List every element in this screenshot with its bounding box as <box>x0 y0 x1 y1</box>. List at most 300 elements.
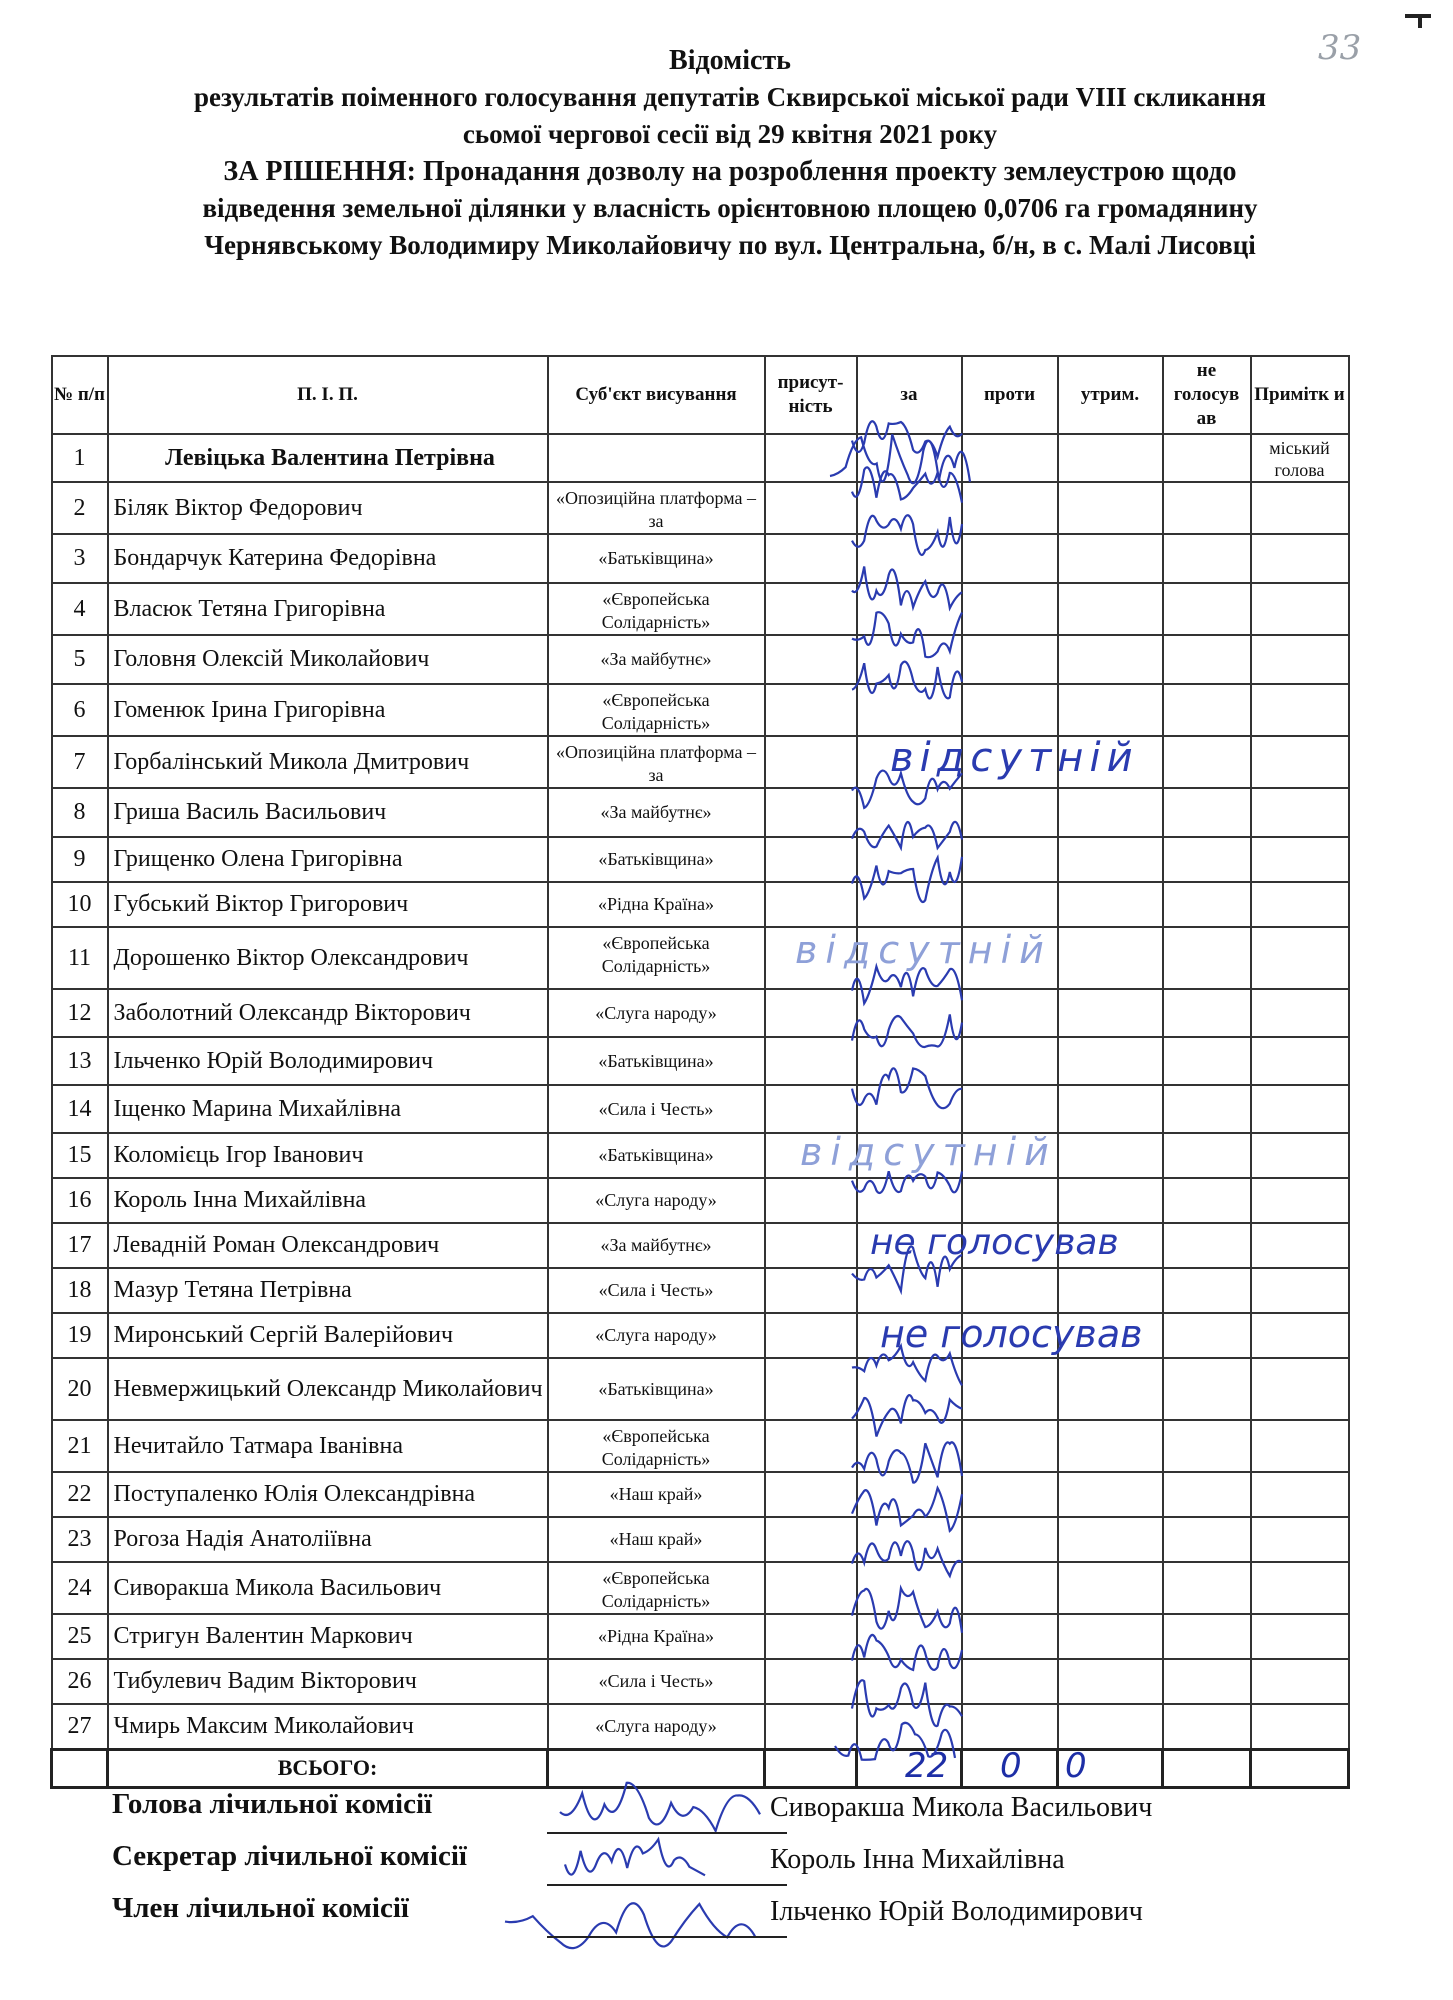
vote-against-cell <box>962 882 1058 927</box>
not-voted-cell <box>1163 684 1251 736</box>
vote-for-cell <box>857 1178 962 1223</box>
commission-secretary-label: Секретар лічильної комісії <box>112 1840 467 1872</box>
present-cell <box>765 1704 857 1749</box>
table-row <box>52 882 1349 927</box>
table-row <box>52 1704 1349 1749</box>
vote-abstain-cell <box>1058 635 1163 684</box>
table-row <box>52 788 1349 837</box>
note-cell <box>1251 684 1349 736</box>
deputy-name: Головня Олексій Миколайович <box>108 635 548 684</box>
handwritten-not-voted-row-17: не голосував <box>870 1222 1119 1263</box>
handwritten-not-voted-row-19: не голосував <box>880 1312 1143 1356</box>
deputy-name: Бондарчук Катерина Федорівна <box>108 534 548 583</box>
note-cell <box>1251 882 1349 927</box>
row-number: 5 <box>52 635 108 684</box>
table-row <box>52 1085 1349 1133</box>
present-cell <box>765 434 857 482</box>
vote-abstain-cell <box>1058 1472 1163 1517</box>
commission-secretary-row <box>112 1840 467 1888</box>
vote-abstain-cell <box>1058 482 1163 534</box>
vote-abstain-cell <box>1058 1562 1163 1614</box>
deputy-name: Поступаленко Юлія Олександрівна <box>108 1472 548 1517</box>
nominating-party: «Європейська Солідарність» <box>548 583 765 635</box>
row-number: 25 <box>52 1614 108 1659</box>
vote-abstain-cell <box>1058 1659 1163 1704</box>
note-cell: міський голова <box>1251 434 1349 482</box>
not-voted-cell <box>1163 882 1251 927</box>
note-cell <box>1251 1517 1349 1562</box>
vote-abstain-cell <box>1058 882 1163 927</box>
header-line-4: ЗА РІШЕННЯ: Пронадання дозволу на розроблення проекту землеустрою щодо <box>223 156 1237 187</box>
total-abstain-value: 0 <box>1065 1746 1087 1786</box>
vote-against-cell <box>962 1358 1058 1420</box>
not-voted-cell <box>1163 583 1251 635</box>
deputy-name: Дорошенко Віктор Олександрович <box>108 927 548 989</box>
table-row <box>52 534 1349 583</box>
member-signature-line <box>547 1936 787 1938</box>
vote-abstain-cell <box>1058 1614 1163 1659</box>
present-cell <box>765 1268 857 1313</box>
row-number: 18 <box>52 1268 108 1313</box>
note-cell <box>1251 1268 1349 1313</box>
commission-chair-label: Голова лічильної комісії <box>112 1788 433 1820</box>
nominating-party: «Опозиційна платформа – за <box>548 736 765 788</box>
table-row <box>52 1614 1349 1659</box>
note-cell <box>1251 788 1349 837</box>
table-row <box>52 1223 1349 1268</box>
deputy-name: Горбалінський Микола Дмитрович <box>108 736 548 788</box>
nominating-party: «Батьківщина» <box>548 1037 765 1085</box>
row-number: 2 <box>52 482 108 534</box>
nominating-party: «Наш край» <box>548 1517 765 1562</box>
not-voted-cell <box>1163 1178 1251 1223</box>
vote-for-cell <box>857 837 962 882</box>
row-number: 23 <box>52 1517 108 1562</box>
not-voted-cell <box>1163 788 1251 837</box>
secretary-signature <box>565 1839 705 1875</box>
corner-mark-stem <box>1418 14 1422 28</box>
vote-abstain-cell <box>1058 583 1163 635</box>
note-cell <box>1251 635 1349 684</box>
present-cell <box>765 1223 857 1268</box>
vote-abstain-cell <box>1058 788 1163 837</box>
header-note: Примітк и <box>1251 356 1349 434</box>
deputy-name: Гоменюк Ірина Григорівна <box>108 684 548 736</box>
note-cell <box>1251 837 1349 882</box>
deputy-name: Невмержицький Олександр Миколайович <box>108 1358 548 1420</box>
table-row <box>52 1133 1349 1178</box>
not-voted-cell <box>1163 1517 1251 1562</box>
not-voted-cell <box>1163 534 1251 583</box>
present-cell <box>765 1472 857 1517</box>
nominating-party: «Слуга народу» <box>548 1704 765 1749</box>
row-number: 9 <box>52 837 108 882</box>
deputy-name: Власюк Тетяна Григорівна <box>108 583 548 635</box>
present-cell <box>765 1313 857 1358</box>
header-line-3: сьомої чергової сесії від 29 квітня 2021 року <box>462 119 998 149</box>
not-voted-cell <box>1163 482 1251 534</box>
nominating-party: «Європейська Солідарність» <box>548 927 765 989</box>
vote-against-cell <box>962 1517 1058 1562</box>
table-row <box>52 1517 1349 1562</box>
table-row <box>52 482 1349 534</box>
vote-for-cell <box>857 1037 962 1085</box>
table-row <box>52 635 1349 684</box>
table-row <box>52 684 1349 736</box>
note-cell <box>1251 1659 1349 1704</box>
deputy-name: Гриша Василь Васильович <box>108 788 548 837</box>
nominating-party: «Сила і Честь» <box>548 1085 765 1133</box>
table-row <box>52 1472 1349 1517</box>
note-cell <box>1251 1037 1349 1085</box>
present-cell <box>765 1037 857 1085</box>
nominating-party: «Опозиційна платформа – за <box>548 482 765 534</box>
handwritten-absent-row-11: відсутній <box>795 928 1052 972</box>
nominating-party: «Слуга народу» <box>548 1178 765 1223</box>
chair-signature-line <box>547 1832 787 1834</box>
table-row <box>52 989 1349 1037</box>
not-voted-cell <box>1163 927 1251 989</box>
deputy-name: Тибулевич Вадим Вікторович <box>108 1659 548 1704</box>
table-row <box>52 1659 1349 1704</box>
header-line-2: результатів поіменного голосування депутатів Сквирської міської ради VIII скликання <box>193 82 1267 112</box>
row-number: 10 <box>52 882 108 927</box>
vote-for-cell <box>857 1659 962 1704</box>
header-name: П. І. П. <box>108 356 548 434</box>
vote-against-cell <box>962 434 1058 482</box>
nominating-party: «Батьківщина» <box>548 1133 765 1178</box>
nominating-party <box>548 434 765 482</box>
not-voted-cell <box>1163 1472 1251 1517</box>
not-voted-cell <box>1163 1037 1251 1085</box>
row-number: 16 <box>52 1178 108 1223</box>
header-num: № п/п <box>52 356 108 434</box>
not-voted-cell <box>1163 1133 1251 1178</box>
vote-for-cell <box>857 1517 962 1562</box>
vote-against-cell <box>962 635 1058 684</box>
table-row <box>52 736 1349 788</box>
vote-for-cell <box>857 1704 962 1749</box>
vote-against-cell <box>962 1704 1058 1749</box>
present-cell <box>765 1420 857 1472</box>
note-cell <box>1251 989 1349 1037</box>
vote-for-cell <box>857 635 962 684</box>
vote-against-cell <box>962 1659 1058 1704</box>
deputy-name: Левадній Роман Олександрович <box>108 1223 548 1268</box>
row-number: 19 <box>52 1313 108 1358</box>
member-signature <box>505 1903 755 1948</box>
header-for: за <box>857 356 962 434</box>
deputy-name: Король Інна Михайлівна <box>108 1178 548 1223</box>
deputy-name: Стригун Валентин Маркович <box>108 1614 548 1659</box>
vote-for-cell <box>857 1562 962 1614</box>
total-cell <box>765 1749 857 1787</box>
present-cell <box>765 684 857 736</box>
vote-for-cell <box>857 434 962 482</box>
table-row <box>52 583 1349 635</box>
note-cell <box>1251 1614 1349 1659</box>
handwritten-absent-row-7: відсутній <box>890 735 1139 781</box>
vote-for-cell <box>857 1614 962 1659</box>
vote-against-cell <box>962 1085 1058 1133</box>
nominating-party: «Батьківщина» <box>548 1358 765 1420</box>
present-cell <box>765 1085 857 1133</box>
not-voted-cell <box>1163 635 1251 684</box>
vote-for-cell <box>857 1085 962 1133</box>
vote-against-cell <box>962 1268 1058 1313</box>
present-cell <box>765 482 857 534</box>
commission-secretary-name: Король Інна Михайлівна <box>770 1844 1065 1875</box>
table-body <box>52 434 1349 1787</box>
table-row <box>52 1037 1349 1085</box>
vote-against-cell <box>962 583 1058 635</box>
present-cell <box>765 788 857 837</box>
note-cell <box>1251 1223 1349 1268</box>
deputy-name: Нечитайло Татмара Іванівна <box>108 1420 548 1472</box>
table-row <box>52 837 1349 882</box>
table-row <box>52 1420 1349 1472</box>
present-cell <box>765 1614 857 1659</box>
row-number: 14 <box>52 1085 108 1133</box>
nominating-party: «Батьківщина» <box>548 837 765 882</box>
table-header-row <box>52 356 1349 434</box>
vote-for-cell <box>857 1358 962 1420</box>
document-title: Відомість <box>669 45 791 76</box>
row-number: 22 <box>52 1472 108 1517</box>
deputy-name: Біляк Віктор Федорович <box>108 482 548 534</box>
row-number: 6 <box>52 684 108 736</box>
row-number: 15 <box>52 1133 108 1178</box>
secretary-signature-line <box>547 1884 787 1886</box>
not-voted-cell <box>1163 989 1251 1037</box>
votes-table <box>50 355 1350 1789</box>
vote-abstain-cell <box>1058 1358 1163 1420</box>
present-cell <box>765 534 857 583</box>
total-row <box>52 1749 1349 1787</box>
note-cell <box>1251 1704 1349 1749</box>
note-cell <box>1251 1358 1349 1420</box>
present-cell <box>765 837 857 882</box>
row-number: 3 <box>52 534 108 583</box>
row-number: 24 <box>52 1562 108 1614</box>
note-cell <box>1251 534 1349 583</box>
table-row <box>52 434 1349 482</box>
vote-for-cell <box>857 583 962 635</box>
nominating-party: «Наш край» <box>548 1472 765 1517</box>
vote-for-cell <box>857 882 962 927</box>
deputy-name: Мазур Тетяна Петрівна <box>108 1268 548 1313</box>
deputy-name: Грищенко Олена Григорівна <box>108 837 548 882</box>
header-line-5: відведення земельної ділянки у власність орієнтовною площею 0,0706 га громадянину <box>202 193 1258 223</box>
not-voted-cell <box>1163 1085 1251 1133</box>
note-cell <box>1251 1133 1349 1178</box>
nominating-party: «Рідна Країна» <box>548 882 765 927</box>
not-voted-cell <box>1163 1562 1251 1614</box>
table-row <box>52 1313 1349 1358</box>
total-cell <box>548 1749 765 1787</box>
vote-for-cell <box>857 482 962 534</box>
note-cell <box>1251 1420 1349 1472</box>
total-empty-cell <box>52 1749 108 1787</box>
nominating-party: «Слуга народу» <box>548 1313 765 1358</box>
deputy-name: Іщенко Марина Михайлівна <box>108 1085 548 1133</box>
vote-against-cell <box>962 1037 1058 1085</box>
note-cell <box>1251 1178 1349 1223</box>
header-party: Суб'єкт висування <box>548 356 765 434</box>
vote-for-cell <box>857 989 962 1037</box>
commission-member-name: Ільченко Юрій Володимирович <box>770 1896 1143 1927</box>
deputy-name: Губський Віктор Григорович <box>108 882 548 927</box>
vote-abstain-cell <box>1058 1704 1163 1749</box>
deputy-name: Левіцька Валентина Петрівна <box>108 434 548 482</box>
header-not-voted: не голосув ав <box>1163 356 1251 434</box>
vote-abstain-cell <box>1058 1133 1163 1178</box>
not-voted-cell <box>1163 1659 1251 1704</box>
vote-abstain-cell <box>1058 534 1163 583</box>
note-cell <box>1251 736 1349 788</box>
page-number: 33 <box>1318 28 1362 68</box>
deputy-name: Заболотний Олександр Вікторович <box>108 989 548 1037</box>
vote-against-cell <box>962 1614 1058 1659</box>
nominating-party: «Сила і Честь» <box>548 1268 765 1313</box>
vote-for-cell <box>857 1472 962 1517</box>
table-row <box>52 1178 1349 1223</box>
deputy-name: Ільченко Юрій Володимирович <box>108 1037 548 1085</box>
nominating-party: «Європейська Солідарність» <box>548 1420 765 1472</box>
not-voted-cell <box>1163 1313 1251 1358</box>
not-voted-cell <box>1163 736 1251 788</box>
vote-abstain-cell <box>1058 684 1163 736</box>
nominating-party: «За майбутнє» <box>548 635 765 684</box>
commission-chair-name: Сиворакша Микола Васильович <box>770 1792 1153 1823</box>
header-present: присут-ність <box>765 356 857 434</box>
present-cell <box>765 1178 857 1223</box>
commission-chair-row <box>112 1788 432 1836</box>
present-cell <box>765 989 857 1037</box>
vote-abstain-cell <box>1058 1420 1163 1472</box>
not-voted-cell <box>1163 1420 1251 1472</box>
header-against: проти <box>962 356 1058 434</box>
vote-abstain-cell <box>1058 989 1163 1037</box>
nominating-party: «Батьківщина» <box>548 534 765 583</box>
table-row <box>52 1562 1349 1614</box>
note-cell <box>1251 583 1349 635</box>
vote-against-cell <box>962 1562 1058 1614</box>
not-voted-cell <box>1163 434 1251 482</box>
vote-against-cell <box>962 1472 1058 1517</box>
nominating-party: «Сила і Честь» <box>548 1659 765 1704</box>
note-cell <box>1251 1472 1349 1517</box>
present-cell <box>765 736 857 788</box>
present-cell <box>765 882 857 927</box>
vote-abstain-cell <box>1058 1517 1163 1562</box>
note-cell <box>1251 1313 1349 1358</box>
vote-abstain-cell <box>1058 837 1163 882</box>
not-voted-cell <box>1163 1614 1251 1659</box>
header-line-6: Чернявському Володимиру Миколайовичу по вул. Центральна, б/н, в с. Малі Лисовці <box>204 230 1256 260</box>
row-number: 17 <box>52 1223 108 1268</box>
row-number: 27 <box>52 1704 108 1749</box>
total-against-value: 0 <box>1000 1746 1022 1786</box>
present-cell <box>765 583 857 635</box>
nominating-party: «За майбутнє» <box>548 788 765 837</box>
vote-against-cell <box>962 1178 1058 1223</box>
vote-abstain-cell <box>1058 1037 1163 1085</box>
vote-against-cell <box>962 684 1058 736</box>
table-row <box>52 1268 1349 1313</box>
present-cell <box>765 1517 857 1562</box>
deputy-name: Коломієць Ігор Іванович <box>108 1133 548 1178</box>
chair-signature <box>560 1783 760 1831</box>
row-number: 11 <box>52 927 108 989</box>
note-cell <box>1251 927 1349 989</box>
row-number: 20 <box>52 1358 108 1420</box>
not-voted-cell <box>1163 1704 1251 1749</box>
total-label: ВСЬОГО: <box>108 1749 548 1787</box>
not-voted-cell <box>1163 1223 1251 1268</box>
commission-member-label: Член лічильної комісії <box>112 1892 409 1924</box>
handwritten-absent-row-15: відсутній <box>800 1130 1057 1174</box>
deputy-name: Рогоза Надія Анатоліївна <box>108 1517 548 1562</box>
document-header <box>40 42 1420 264</box>
note-cell <box>1251 1562 1349 1614</box>
table-row <box>52 927 1349 989</box>
row-number: 13 <box>52 1037 108 1085</box>
nominating-party: «Рідна Країна» <box>548 1614 765 1659</box>
deputy-name: Сиворакша Микола Васильович <box>108 1562 548 1614</box>
present-cell <box>765 1562 857 1614</box>
note-cell <box>1251 1085 1349 1133</box>
vote-against-cell <box>962 788 1058 837</box>
deputy-name: Миронський Сергій Валерійович <box>108 1313 548 1358</box>
deputy-name: Чмирь Максим Миколайович <box>108 1704 548 1749</box>
nominating-party: «Європейська Солідарність» <box>548 1562 765 1614</box>
total-cell <box>1163 1749 1251 1787</box>
vote-against-cell <box>962 1420 1058 1472</box>
present-cell <box>765 1659 857 1704</box>
nominating-party: «Слуга народу» <box>548 989 765 1037</box>
row-number: 7 <box>52 736 108 788</box>
vote-against-cell <box>962 837 1058 882</box>
row-number: 12 <box>52 989 108 1037</box>
nominating-party: «За майбутнє» <box>548 1223 765 1268</box>
nominating-party: «Європейська Солідарність» <box>548 684 765 736</box>
commission-member-row <box>112 1892 409 1940</box>
vote-for-cell <box>857 684 962 736</box>
vote-against-cell <box>962 534 1058 583</box>
vote-abstain-cell <box>1058 1085 1163 1133</box>
table-row <box>52 1358 1349 1420</box>
vote-abstain-cell <box>1058 1178 1163 1223</box>
not-voted-cell <box>1163 1268 1251 1313</box>
present-cell <box>765 1358 857 1420</box>
total-cell <box>1251 1749 1349 1787</box>
vote-abstain-cell <box>1058 434 1163 482</box>
row-number: 8 <box>52 788 108 837</box>
present-cell <box>765 635 857 684</box>
vote-against-cell <box>962 989 1058 1037</box>
vote-abstain-cell <box>1058 927 1163 989</box>
header-abstain: утрим. <box>1058 356 1163 434</box>
vote-for-cell <box>857 788 962 837</box>
not-voted-cell <box>1163 837 1251 882</box>
note-cell <box>1251 482 1349 534</box>
vote-against-cell <box>962 482 1058 534</box>
vote-for-cell <box>857 1420 962 1472</box>
row-number: 26 <box>52 1659 108 1704</box>
row-number: 4 <box>52 583 108 635</box>
row-number: 1 <box>52 434 108 482</box>
